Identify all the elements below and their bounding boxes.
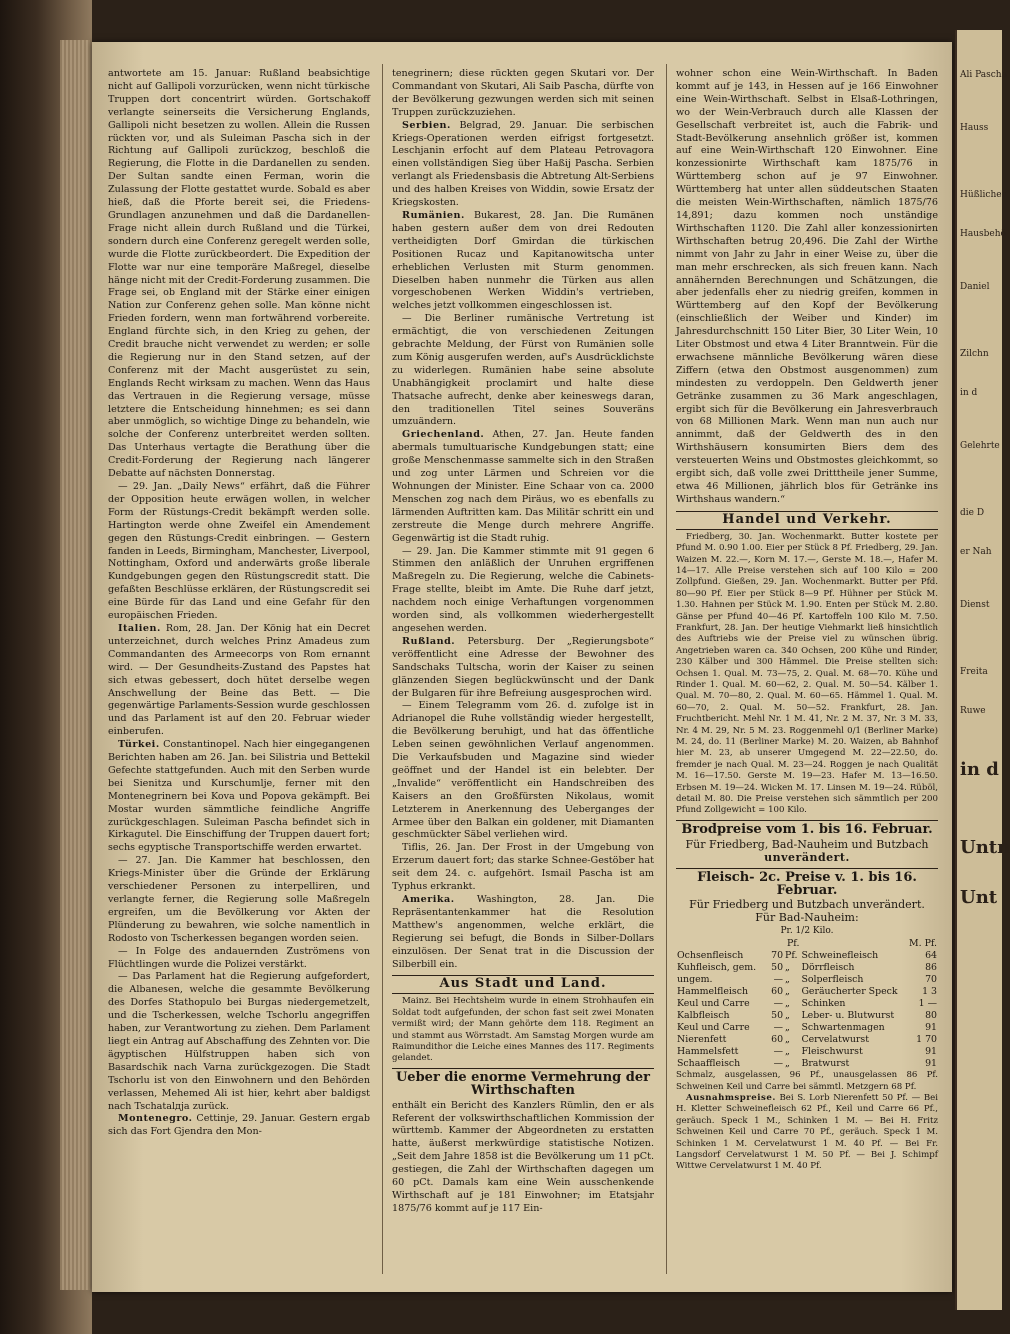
price-item-value: 80 [925, 1010, 937, 1022]
article-paragraph: — 27. Jan. Die Kammer hat beschlossen, den Kriegs-Minister über die Gründe der Erklärung verschiedener Personen zu interpelliren, und verlangte ferner, die Regierung solle Maßregeln ergreifen, um die Bevölkerung vor Akten der Plünderung zu bewahren, wie solche namentlich in Rodosto von Tscherkessen begangen worden seien. [108, 855, 370, 944]
price-item-name: Hammelsfett [677, 1046, 739, 1058]
section-head-russland: Rußland. [402, 635, 456, 647]
meat-price-table [676, 938, 938, 1070]
price-item-value: — [773, 1058, 784, 1070]
price-item-value: 50 [771, 962, 784, 974]
price-item-value: — [773, 998, 784, 1010]
facing-page-text: Hüßlicher [960, 190, 1006, 200]
article-paragraph: — Die Berliner rumänische Vertretung ist ermächtigt, die von verschiedenen Zeitungen gebrachte Meldung, der Fürst von Rumänien solle zum König ausgerufen werden, auf's Ausdrücklichste zu widerlegen. Rumänien habe seine absolute Unabhängigkeit proclamirt und halte diese Thatsache aufrecht, denke aber keineswegs daran, den traditionellen Titel seines Souveräns umzuändern. [392, 313, 654, 428]
price-item-value: 60 [771, 1034, 784, 1046]
price-item-name: Geräucherter Speck [801, 986, 898, 998]
bread-prices-subtitle: Für Friedberg, Bad-Nauheim und Butzbach [685, 837, 929, 851]
price-item-unit: „ [785, 1034, 790, 1046]
price-item-value: 91 [925, 1046, 937, 1058]
price-item-name: Schaaffleisch [677, 1058, 741, 1070]
price-item-value: — [773, 1022, 784, 1034]
price-item-name: Fleischwurst [801, 1046, 863, 1058]
article-paragraph: — Einem Telegramm vom 26. d. zufolge ist in Adrianopel die Ruhe vollständig wieder hergestellt, die Bevölkerung beruhigt, und hat das öffentliche Leben seinen gewöhnlichen Verlauf angenommen. Die Verkaufsbuden und Magazine sind wieder geöffnet und der Handel ist ein belebter. Der „Invalide“ veröffentlicht ein Handschreiben des Kaisers an den Großfürsten Nikolaus, womit Letzterem in Anerkennung des Ueberganges der Armee über den Balkan ein goldener, mit Diamanten geschmückter Säbel verliehen wird. [392, 700, 654, 841]
section-head-italien: Italien. [118, 622, 161, 634]
price-item-unit: „ [785, 986, 790, 998]
facing-page-text: Untn [960, 837, 1010, 858]
section-head-montenegro: Montenegro. [118, 1113, 193, 1125]
price-item-value: 70 [925, 974, 937, 986]
price-item-name: Schwartenmagen [801, 1022, 885, 1034]
facing-page-text: Unt [960, 887, 998, 908]
price-item-name: Schweinefleisch [801, 950, 879, 962]
article-paragraph: — Das Parlament hat die Regierung aufgefordert, die Albanesen, welche die gesammte Bevölkerung des Dorfes Stathopulo bei Burgas niedergemetzelt, und die Tscherkessen, welche Tschorlu angegriffen haben, zur Verantwortung zu ziehen. Dem Parlament liegt ein Antrag auf Abschaffung des Zehnten vor. Die ägyptischen Hülfstruppen haben sich von Basardschik nach Varna zurückgezogen. Die Stadt Tschorlu ist von den Einwohnern und den Behörden verlassen, Mehemed Ali ist hier, kehrt aber baldigst nach Tschatalдja zurück. [108, 971, 370, 1112]
article-text: Bukarest, 28. Jan. Die Rumänen haben gestern außer dem von drei Redouten vertheidigten Dorf Gmirdan die türkischen Positionen Rucaz und Kapitanowitscha unter erheblichen Verlusten mit Sturm genommen. Dieselben haben nunmehr die Türken aus allen vorgeschobenen Werken Widdin's vertrieben, welches jetzt vollkommen eingeschlossen ist. [392, 209, 654, 312]
facing-page-fragment [955, 30, 1010, 1310]
newspaper-page [92, 42, 952, 1292]
unit-right: M. Pf. [909, 938, 937, 950]
unit-left: Pf. [787, 938, 800, 950]
section-head-amerika: Amerika. [402, 894, 455, 905]
facing-page-text: Dienst [960, 600, 990, 610]
price-item-unit: „ [785, 962, 790, 974]
article-paragraph: Tiflis, 26. Jan. Der Frost in der Umgebung von Erzerum dauert fort; das starke Schnee-Gestöber hat seit dem 24. c. aufgehört. Ismail Pascha ist am Typhus erkrankt. [392, 842, 654, 893]
article-text: Constantinopel. Nach hier eingegangenen Berichten haben am 26. Jan. bei Silistria und Bettekil Gefechte stattgefunden. Auch mit den Serben wurde bei Sienitza und Kurschumlje, ferner mit den Montenegrinern bei Kova und Popova gekämpft. Bei Mostar wurden sämmtliche feindliche Angriffe zurückgeschlagen. Suleiman Pascha befindet sich in Kirkagutel. Die Einschiffung der Truppen dauert fort; sechs egyptische Transportschiffe werden erwartet. [108, 739, 370, 854]
price-row [676, 1010, 938, 1022]
article-headline-wirthschaften: Ueber die enorme Vermehrung der Wirthschaften [392, 1068, 654, 1098]
article-paragraph: — In Folge des andauernden Zuströmens von Flüchtlingen wurde die Polizei verstärkt. [108, 945, 370, 970]
column-rule [666, 64, 667, 1274]
exception-prices-head: Ausnahmspreise. [686, 1092, 776, 1103]
price-item-name: Solperfleisch [801, 974, 864, 986]
page-edges [60, 40, 90, 1290]
price-item-unit: „ [785, 1058, 790, 1070]
price-item-name: Ochsenfleisch [677, 950, 744, 962]
unit-row: Pr. 1/2 Kilo. [780, 926, 834, 937]
facing-page-text: er Nah [960, 547, 992, 557]
price-row [676, 986, 938, 998]
price-item-value: 64 [925, 950, 937, 962]
price-item-unit: „ [785, 974, 790, 986]
price-item-name: Schinken [801, 998, 846, 1010]
article-paragraph: wohner schon eine Wein-Wirthschaft. In Baden kommt auf je 143, in Hessen auf je 166 Einwohner eine Wein-Wirthschaft. Selbst in Elsaß-Lothringen, wo der Wein-Verbrauch durch alle Klassen der Gesellschaft verbreitet ist, auch die Fabrik- und Stadt-Bevölkerung ansehnlich größer ist, kommen auf eine Wein-Wirthschaft 120 Einwohner. Eine konzessionirte Wirthschaft kam 1875/76 in Württemberg schon auf je 97 Einwohner. Württemberg hat unter allen süddeutschen Staaten die meisten Wein-Wirthschaften, nämlich 1875/76 14,891; dazu kommen noch unständige Wirthschaften 1120. Die Zahl aller konzessionirten Wirthschaften betrug 20,496. Die Zahl der Wirthe nimmt von Jahr zu Jahr in einer Weise zu, über die man mehr erschrecken, als sich freuen kann. Nach annähernden Berechnungen und Schätzungen, die aber jedenfalls eher zu niedrig greifen, kommen in Württemberg auf den Kopf der Bevölkerung (einschließlich der Weiber und Kinder) im Jahresdurchschnitt 150 Liter Bier, 30 Liter Wein, 10 Liter Obstmost und etwa 4 Liter Branntwein. Für die erwachsene männliche Bevölkerung wären diese Ziffern (etwa den Obstmost ausgenommen) zum mindesten zu verdoppeln. Den Geldwerth jener Getränke zusammen zu 36 Mark angeschlagen, ergibt sich für die Bevölkerung ein Jahresverbrauch von 68 Millionen Mark. Wenn man nun auch nur annimmt, daß der Geldwerth des in den Wirthshäusern konsumirten Biers dem des versteuerten Weins und Obstmostes gleichkommt, so ergibt sich, daß volle zwei Dritttheile jener Summe, etwa 46 Millionen, jährlich blos für Getränke ins Wirthshaus wandern.“ [676, 68, 938, 505]
section-head-rumaenien: Rumänien. [402, 209, 465, 221]
price-unit-header [676, 938, 938, 950]
price-row [676, 998, 938, 1010]
bread-prices-title: Brodpreise vom 1. bis 16. Februar. [676, 820, 938, 837]
meat-prices-note: Schmalz, ausgelassen, 96 Pf., unausgelassen 86 Pf. Schweinen Keil und Carre bei sämmtl. Metzgern 68 Pf. [676, 1070, 938, 1092]
price-item-value: — [773, 1046, 784, 1058]
price-item-unit: Pf. [785, 950, 798, 962]
price-item-name: Kalbfleisch [677, 1010, 730, 1022]
meat-prices-title: Fleisch- 2c. Preise v. 1. bis 16. Februar. [676, 868, 938, 898]
article-text: Belgrad, 29. Januar. Die serbischen Kriegs-Operationen werden eifrigst fortgesetzt. Leschjanin erfocht auf dem Plateau Petrovagora einen vollständigen Sieg über Haßij Pascha. Serbien verlangt als Friedensbasis die Abtretung Alt-Serbiens und des halben Kreises von Widdin, sowie Ersatz der Kriegskosten. [392, 119, 654, 209]
price-item-value: 1 — [918, 998, 937, 1010]
price-item-name: Leber- u. Blutwurst [801, 1010, 895, 1022]
article-paragraph: antwortete am 15. Januar: Rußland beabsichtige nicht auf Gallipoli vorzurücken, wenn nicht türkische Truppen dort concentrirt würden. Gortschakoff verlangte seinerseits die Versicherung Englands, Gallipoli nicht besetzen zu wollen. Allein die Russen rückten vor, und als Suleiman Pascha sich in der Richtung auf Gallipoli zurückzog, beschloß die Regierung, die Flotte in die Dardanellen zu senden. Der Sultan sandte einen Ferman, worin die Zulassung der Flotte gestattet wurde. Sobald es aber hieß, daß die Pforte bereit sei, die Friedens-Grundlagen anzunehmen und daß die Dardanellen-Frage nicht allein durch Rußland und die Türkei, sondern durch eine Conferenz geregelt werden solle, wurde die Flotte zurückbeordert. Die Expedition der Flotte war nur eine temporäre Maßregel, dieselbe hänge nicht mit der Credit-Forderung zusammen. Die Frage sei, ob England mit der Stärke einer einigen Nation zur Conferenz gehen solle. Man könne nicht Frieden fordern, wenn man fortwährend vorbereite. England fürchte sich, in den Krieg zu gehen, der Credit brauche nicht verwendet zu werden; er solle die Regierung nur in den Stand setzen, auf der Conferenz mit der Macht ausgerüstet zu sein, Englands Recht wirksam zu machen. Wenn das Haus das Vertrauen in die Regierung versage, müsse letztere die Entscheidung hinnehmen; es sei dann aber unmöglich, so wichtige Dinge zu behandeln, wie solche der Conferenz unterbreitet werden sollten. Das Unterhaus vertagte die Berathung über die Credit-Forderung der Regierung nach längerer Debatte auf nächsten Donnerstag. [108, 68, 370, 480]
article-paragraph: enthält ein Bericht des Kanzlers Rümlin, den er als Referent der volkswirthschaftlichen Kommission der württemb. Kammer der Abgeordneten zu erstatten hatte, äußerst merkwürdige statistische Notizen. „Seit dem Jahre 1858 ist die Bevölkerung um 11 pCt. gestiegen, die Zahl der Wirthschaften dagegen um 60 pCt. Damals kam eine Wein ausschenkende Wirthschaft auf je 181 Einwohner; im Etatsjahr 1875/76 kommt auf je 117 Ein- [392, 1099, 654, 1214]
facing-page-text: Gelehrte [960, 441, 1000, 451]
column-1 [108, 68, 370, 1283]
column-rule [382, 64, 383, 1274]
book-binding [0, 0, 92, 1334]
price-row [676, 1058, 938, 1070]
article-paragraph: — 29. Jan. „Daily News“ erfährt, daß die Führer der Opposition heute erwägen wollen, in welcher Form der Rüstungs-Credit bekämpft werden solle. Hartington werde ohne Zweifel ein Amendement gegen den Rüstungs-Credit einbringen. — Gestern fanden in Leeds, Birmingham, Manchester, Liverpool, Nottingham, Oxford und anderwärts große liberale Kundgebungen gegen den Rüstungscredit statt. Die gefaßten Beschlüsse erklären, der Rüstungscredit sei eine Bürde für das Land und eine Gefahr für den europäischen Frieden. [108, 481, 370, 622]
bread-prices-status: unverändert. [764, 850, 850, 864]
price-item-value: — [773, 974, 784, 986]
price-item-name: Hammelfleisch [677, 986, 748, 998]
article-text: Petersburg. Der „Regierungsbote“ veröffentlicht eine Adresse der Bewohner des Sandschaks Tultscha, worin der Kaiser zu seinen glänzenden Siegen beglückwünscht und der Dank der Bulgaren für ihre Befreiung ausgesprochen wird. [392, 635, 654, 699]
price-item-unit: „ [785, 1010, 790, 1022]
facing-page-text: Freita [960, 667, 988, 677]
facing-page-text: die D [960, 508, 985, 518]
article-text: Cettinje, 29. Januar. Gestern ergab sich das Fort Gjendra den Mon- [108, 1113, 370, 1138]
column-3 [676, 68, 938, 1283]
article-paragraph: — 29. Jan. Die Kammer stimmte mit 91 gegen 6 Stimmen den anläßlich der Unruhen ergriffenen Maßregeln zu. Die Regierung, welche die Cabinets-Frage stellte, bleibt im Amte. Die Ruhe darf jetzt, nachdem noch einige Verhaftungen vorgenommen worden sind, als vollkommen wiederhergestellt angesehen werden. [392, 545, 654, 634]
price-row [676, 1046, 938, 1058]
article-text: Washington, 28. Jan. Die Repräsentantenkammer hat die Resolution Matthew's angenommen, welche erklärt, die Regierung sei befugt, die Bonds in Silber-Dollars einzulösen. Der Senat trat in die Discussion der Silberbill ein. [392, 894, 654, 970]
price-item-name: Keul und Carre [677, 1022, 750, 1034]
facing-page-text: Hausbehö [960, 229, 1006, 239]
article-text: Rom, 28. Jan. Der König hat ein Decret unterzeichnet, durch welches Prinz Amadeus zum Commandanten des Armeecorps von Rom ernannt wird. — Der Gesundheits-Zustand des Papstes hat sich etwas gebessert, doch hütet derselbe wegen Anschwellung der Beine das Bett. — Die gegenwärtige Parlaments-Session wurde geschlossen und das Parlament ist auf den 20. Februar wieder einberufen. [108, 622, 370, 738]
section-title-stadt-land: Aus Stadt und Land. [392, 975, 654, 994]
facing-page-text: in d [960, 388, 978, 398]
exception-prices-text: Bei S. Lorb Nierenfett 50 Pf. — Bei H. Kletter Schweinefleisch 62 Pf., Keil und Carre 66 Pf., geräuch. Speck 1 M., Schinken 1 M. — Bei H. Fritz Schweinen Keil und Carre 70 Pf., geräuch. Speck 1 M. Schinken 1 M. Cervelatwurst 1 M. 40 Pf. — Bei Fr. Langsdorf Cervelatwurst 1 M. 50 Pf. — Bei J. Schimpf Wittwe Cervelatwurst 1 M. 40 Pf. [676, 1092, 939, 1172]
price-item-name: Dörrfleisch [801, 962, 855, 974]
price-row [676, 962, 938, 974]
price-item-value: 70 [771, 950, 784, 962]
price-item-unit: „ [785, 1022, 790, 1034]
section-head-tuerkei: Türkei. [118, 739, 160, 751]
price-item-value: 91 [925, 1022, 937, 1034]
article-paragraph: tenegrinern; diese rückten gegen Skutari vor. Der Commandant von Skutari, Ali Saib Pascha, dürfte von der Bevölkerung gezwungen werden sich mit seinen Truppen zurückzuziehen. [392, 68, 654, 118]
price-item-name: Cervelatwurst [801, 1034, 869, 1046]
price-row [676, 950, 938, 962]
price-item-name: Kuhfleisch, gem. [677, 962, 757, 974]
price-item-name: Nierenfett [677, 1034, 727, 1046]
price-item-value: 91 [925, 1058, 937, 1070]
section-title-handel: Handel und Verkehr. [676, 511, 938, 530]
price-item-unit: „ [785, 1046, 790, 1058]
price-row [676, 974, 938, 986]
facing-page-text: Hauss [960, 123, 989, 133]
price-item-value: 50 [771, 1010, 784, 1022]
price-item-value: 1 3 [922, 986, 937, 998]
meat-prices-subtitle-2: Für Bad-Nauheim: [755, 911, 859, 925]
price-row [676, 1022, 938, 1034]
price-item-value: 1 70 [916, 1034, 937, 1046]
facing-page-text: Daniel [960, 282, 990, 292]
section-head-serbien: Serbien. [402, 119, 451, 131]
price-row [676, 1034, 938, 1046]
column-2 [392, 68, 654, 1283]
price-item-name: Keul und Carre [677, 998, 750, 1010]
article-text: Athen, 27. Jan. Heute fanden abermals tumultuarische Kundgebungen statt; eine große Menschenmasse sammelte sich in den Straßen und zog unter Lärmen und Schreien vor die Wohnungen der Minister. Eine Schaar von ca. 2000 Menschen zog nach dem Piräus, wo es ebenfalls zu lärmenden Auftritten kam. Das Militär schritt ein und zerstreute die Menge durch mehrere Angriffe. Gegenwärtig ist die Stadt ruhig. [392, 429, 654, 544]
article-paragraph: Mainz. Bei Hechtsheim wurde in einem Strohhaufen ein Soldat todt aufgefunden, der schon fast seit zwei Monaten vermißt wird; der Mann gehörte dem 118. Regiment an und stammt aus Wörrstadt. Am Samstag Morgen wurde am Raimundithor die Leiche eines Mannes des 117. Regiments gelandet. [392, 996, 654, 1064]
price-item-name: Bratwurst [801, 1058, 850, 1070]
price-item-unit: „ [785, 998, 790, 1010]
meat-prices-subtitle: Für Friedberg und Butzbach unverändert. [689, 898, 925, 912]
facing-page-text: Ruwe [960, 706, 986, 716]
facing-page-text: in d [960, 759, 999, 780]
facing-page-text: Ali Pascha [960, 70, 1007, 80]
price-item-value: 86 [925, 962, 937, 974]
section-head-griechenland: Griechenland. [402, 429, 485, 441]
facing-page-text: Zilchn [960, 349, 989, 359]
price-item-name: ungem. [677, 974, 713, 986]
market-report: Friedberg, 30. Jan. Wochenmarkt. Butter kostete per Pfund M. 0.90 1.00. Eier per Stück 8 Pf. Friedberg, 29. Jan. Waizen M. 22.—, Korn M. 17.—, Gerste M. 18.—, Hafer M. 14—17. Alle Preise verstehen sich auf 100 Kilo = 200 Zollpfund. Gießen, 29. Jan. Wochenmarkt. Butter per Pfd. 80—90 Pf. Eier per Stück 8—9 Pf. Hühner per Stück M. 1.30. Hahnen per Stück M. 1.90. Enten per Stück M. 2.80. Gänse per Pfund 40—46 Pf. Kartoffeln 100 Kilo M. 7.50. Frankfurt, 28. Jan. Der heutige Viehmarkt ließ hinsichtlich des Auftriebs wie der Preise viel zu wünschen übrig. Angetrieben waren ca. 340 Ochsen, 200 Kühe und Rinder, 230 Kälber und 300 Hämmel. Die Preise stellten sich: Ochsen 1. Qual. M. 73—75, 2. Qual. M. 68—70. Kühe und Rinder 1. Qual. M. 60—62, 2. Qual. M. 50—54. Kälber 1. Qual. M. 70—80, 2. Qual. M. 60—65. Hämmel 1. Qual. M. 60—70, 2. Qual. M. 50—52. Frankfurt, 28. Jan. Fruchtbericht. Mehl Nr. 1 M. 41, Nr. 2 M. 37, Nr. 3 M. 33, Nr. 4 M. 29, Nr. 5 M. 23. Roggenmehl 0/1 (Berliner Marke) M. 24, do. 11 (Berliner Marke) M. 20. Waizen, ab Bahnhof hier M. 23, ab unserer Umgegend M. 22—22.50, do. fremder je nach Qual. M. 23—24. Roggen je nach Qualität M. 16—17.50. Gerste M. 19—23. Hafer M. 13—16.50. Erbsen M. 19—24. Wicken M. 17. Linsen M. 19—24. Rüböl, detail M. 80. Die Preise verstehen sich sämmtlich per 200 Pfund Zollgewicht = 100 Kilo. [676, 531, 938, 816]
price-item-value: 60 [771, 986, 784, 998]
